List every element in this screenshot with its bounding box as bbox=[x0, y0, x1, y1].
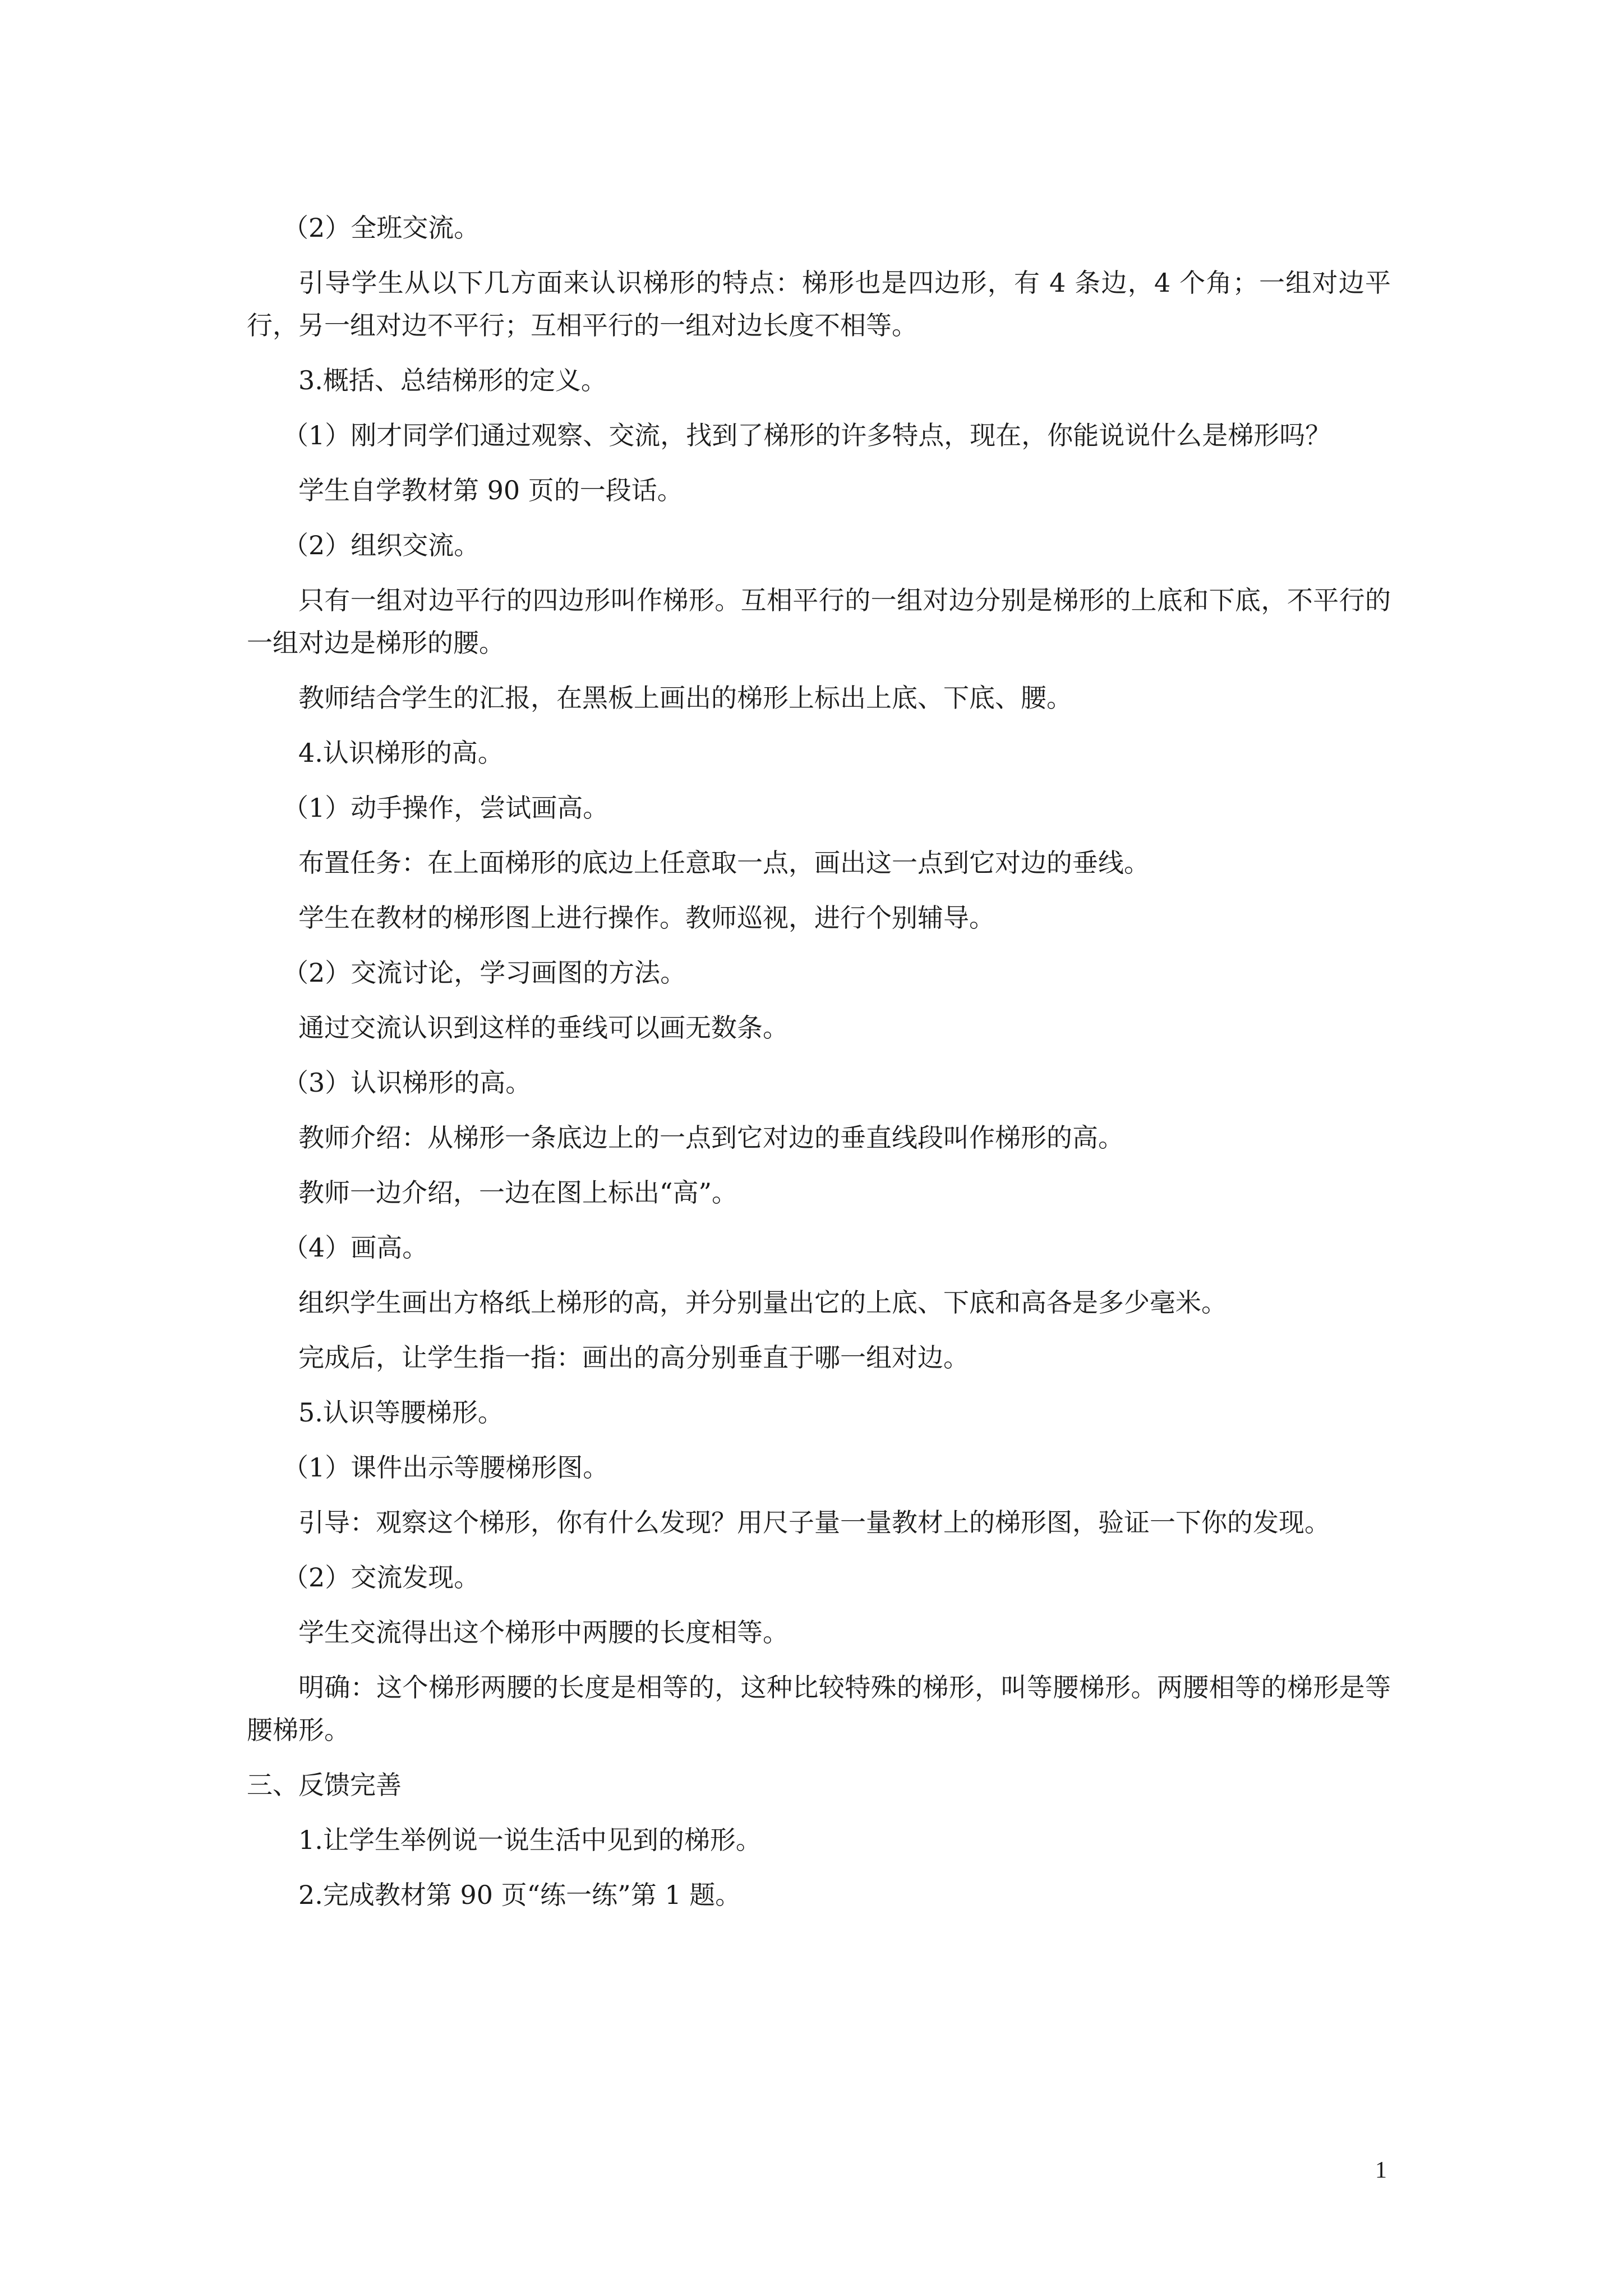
paragraph: （2）交流讨论，学习画图的方法。 bbox=[283, 958, 686, 988]
section-heading: 三、反馈完善 bbox=[247, 1770, 402, 1800]
paragraph: 教师结合学生的汇报，在黑板上画出的梯形上标出上底、下底、腰。 bbox=[298, 683, 1072, 713]
paragraph: 组织学生画出方格纸上梯形的高，并分别量出它的上底、下底和高各是多少毫米。 bbox=[298, 1287, 1227, 1318]
section-heading: 4.认识梯形的高。 bbox=[298, 738, 504, 768]
paragraph: （2）组织交流。 bbox=[283, 530, 480, 560]
paragraph: 学生在教材的梯形图上进行操作。教师巡视，进行个别辅导。 bbox=[298, 903, 995, 933]
paragraph: 2.完成教材第 90 页“练一练”第 1 题。 bbox=[298, 1880, 741, 1910]
paragraph: 教师一边介绍，一边在图上标出“高”。 bbox=[298, 1177, 738, 1208]
paragraph: （1）动手操作，尝试画高。 bbox=[283, 793, 609, 823]
paragraph: 布置任务：在上面梯形的底边上任意取一点，画出这一点到它对边的垂线。 bbox=[298, 848, 1150, 878]
paragraph: 1.让学生举例说一说生活中见到的梯形。 bbox=[298, 1825, 762, 1855]
paragraph: （1）课件出示等腰梯形图。 bbox=[283, 1452, 609, 1483]
paragraph: （2）交流发现。 bbox=[283, 1562, 480, 1593]
document-body bbox=[247, 206, 1391, 1929]
paragraph: （2）全班交流。 bbox=[283, 213, 480, 243]
paragraph: （4）画高。 bbox=[283, 1232, 428, 1263]
paragraph: （3）认识梯形的高。 bbox=[283, 1068, 532, 1098]
paragraph: 引导：观察这个梯形，你有什么发现？用尺子量一量教材上的梯形图，验证一下你的发现。 bbox=[298, 1507, 1330, 1538]
paragraph: 只有一组对边平行的四边形叫作梯形。互相平行的一组对边分别是梯形的上底和下底，不平行的一组对边是梯形的腰。 bbox=[247, 585, 1391, 658]
page-number: 1 bbox=[1375, 2157, 1387, 2183]
paragraph: 通过交流认识到这样的垂线可以画无数条。 bbox=[298, 1013, 789, 1043]
paragraph: 教师介绍：从梯形一条底边上的一点到它对边的垂直线段叫作梯形的高。 bbox=[298, 1122, 1124, 1153]
section-heading: 3.概括、总结梯形的定义。 bbox=[298, 365, 607, 395]
paragraph: 引导学生从以下几方面来认识梯形的特点：梯形也是四边形，有 4 条边，4 个角；一组对边平行，另一组对边不平行；互相平行的一组对边长度不相等。 bbox=[247, 268, 1391, 341]
paragraph: 学生自学教材第 90 页的一段话。 bbox=[298, 475, 683, 505]
paragraph: 学生交流得出这个梯形中两腰的长度相等。 bbox=[298, 1617, 789, 1648]
paragraph: （1）刚才同学们通过观察、交流，找到了梯形的许多特点，现在，你能说说什么是梯形吗？ bbox=[283, 420, 1331, 450]
section-heading: 5.认识等腰梯形。 bbox=[298, 1397, 504, 1428]
paragraph: 完成后，让学生指一指：画出的高分别垂直于哪一组对边。 bbox=[298, 1342, 969, 1373]
paragraph: 明确：这个梯形两腰的长度是相等的，这种比较特殊的梯形，叫等腰梯形。两腰相等的梯形是等腰梯形。 bbox=[247, 1672, 1391, 1745]
